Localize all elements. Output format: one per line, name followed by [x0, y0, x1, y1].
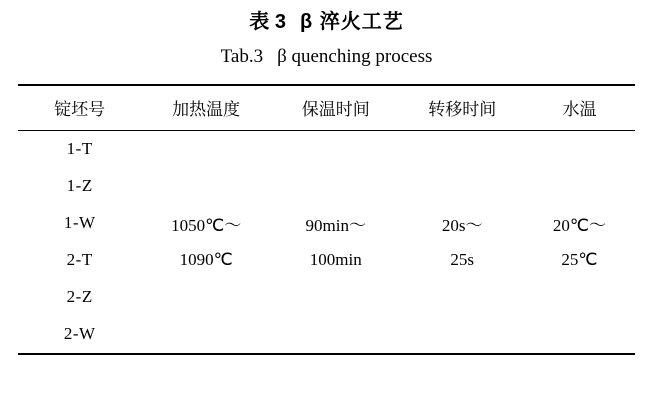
cell-ingot-number: 2-T	[66, 250, 93, 270]
cell-transfer-time	[401, 316, 524, 353]
cell-transfer-time	[401, 279, 524, 316]
caption-chinese-label: 表 3	[249, 11, 286, 33]
cell-holding-time: 90min～	[305, 215, 366, 235]
table-row	[18, 279, 635, 316]
cell-water-temperature: 25℃	[561, 250, 598, 270]
cell-ingot-number: 1-Z	[66, 176, 93, 196]
cell-water-temperature	[524, 130, 635, 168]
cell-water-temperature	[524, 168, 635, 205]
cell-water-temperature	[524, 316, 635, 353]
cell-heating-temperature	[141, 130, 271, 168]
cell-heating-temperature: 1050℃～	[171, 215, 242, 235]
caption-english-label: Tab.3	[220, 46, 264, 67]
cell-holding-time	[271, 316, 401, 353]
cell-ingot-number: 1-T	[66, 139, 93, 159]
cell-holding-time	[271, 279, 401, 316]
cell-holding-time	[271, 130, 401, 168]
cell-holding-time	[271, 168, 401, 205]
cell-ingot-number: 1-W	[63, 213, 96, 233]
cell-transfer-time	[401, 130, 524, 168]
table-header	[18, 85, 635, 131]
column-header-water-temperature: 水温	[562, 99, 597, 119]
column-header-holding-time: 保温时间	[301, 99, 370, 119]
caption-chinese-title: β 淬火工艺	[299, 11, 404, 33]
column-header-ingot-number: 锭坯号	[54, 99, 106, 119]
caption-chinese	[18, 0, 635, 36]
table-row	[18, 205, 635, 242]
cell-transfer-time: 20s～	[441, 215, 483, 235]
table-header-row	[18, 85, 635, 131]
cell-transfer-time	[401, 168, 524, 205]
caption-english-title: β quenching process	[277, 46, 433, 67]
cell-ingot-number: 2-Z	[66, 287, 93, 307]
table-row	[18, 130, 635, 168]
cell-holding-time: 100min	[309, 250, 362, 270]
cell-water-temperature: 20℃～	[552, 215, 606, 235]
column-header-heating-temperature: 加热温度	[172, 99, 241, 119]
cell-heating-temperature	[141, 168, 271, 205]
cell-water-temperature	[524, 279, 635, 316]
table-bottom-rule	[18, 353, 635, 355]
table-row	[18, 316, 635, 353]
cell-transfer-time: 25s	[450, 250, 475, 270]
table-row	[18, 242, 635, 279]
quenching-process-table	[18, 84, 635, 353]
table-row	[18, 168, 635, 205]
cell-heating-temperature	[141, 316, 271, 353]
cell-heating-temperature	[141, 279, 271, 316]
caption-english	[18, 36, 635, 71]
column-header-transfer-time: 转移时间	[428, 99, 497, 119]
cell-ingot-number: 2-W	[63, 324, 96, 344]
table-body	[18, 130, 635, 353]
cell-heating-temperature: 1090℃	[179, 250, 233, 270]
